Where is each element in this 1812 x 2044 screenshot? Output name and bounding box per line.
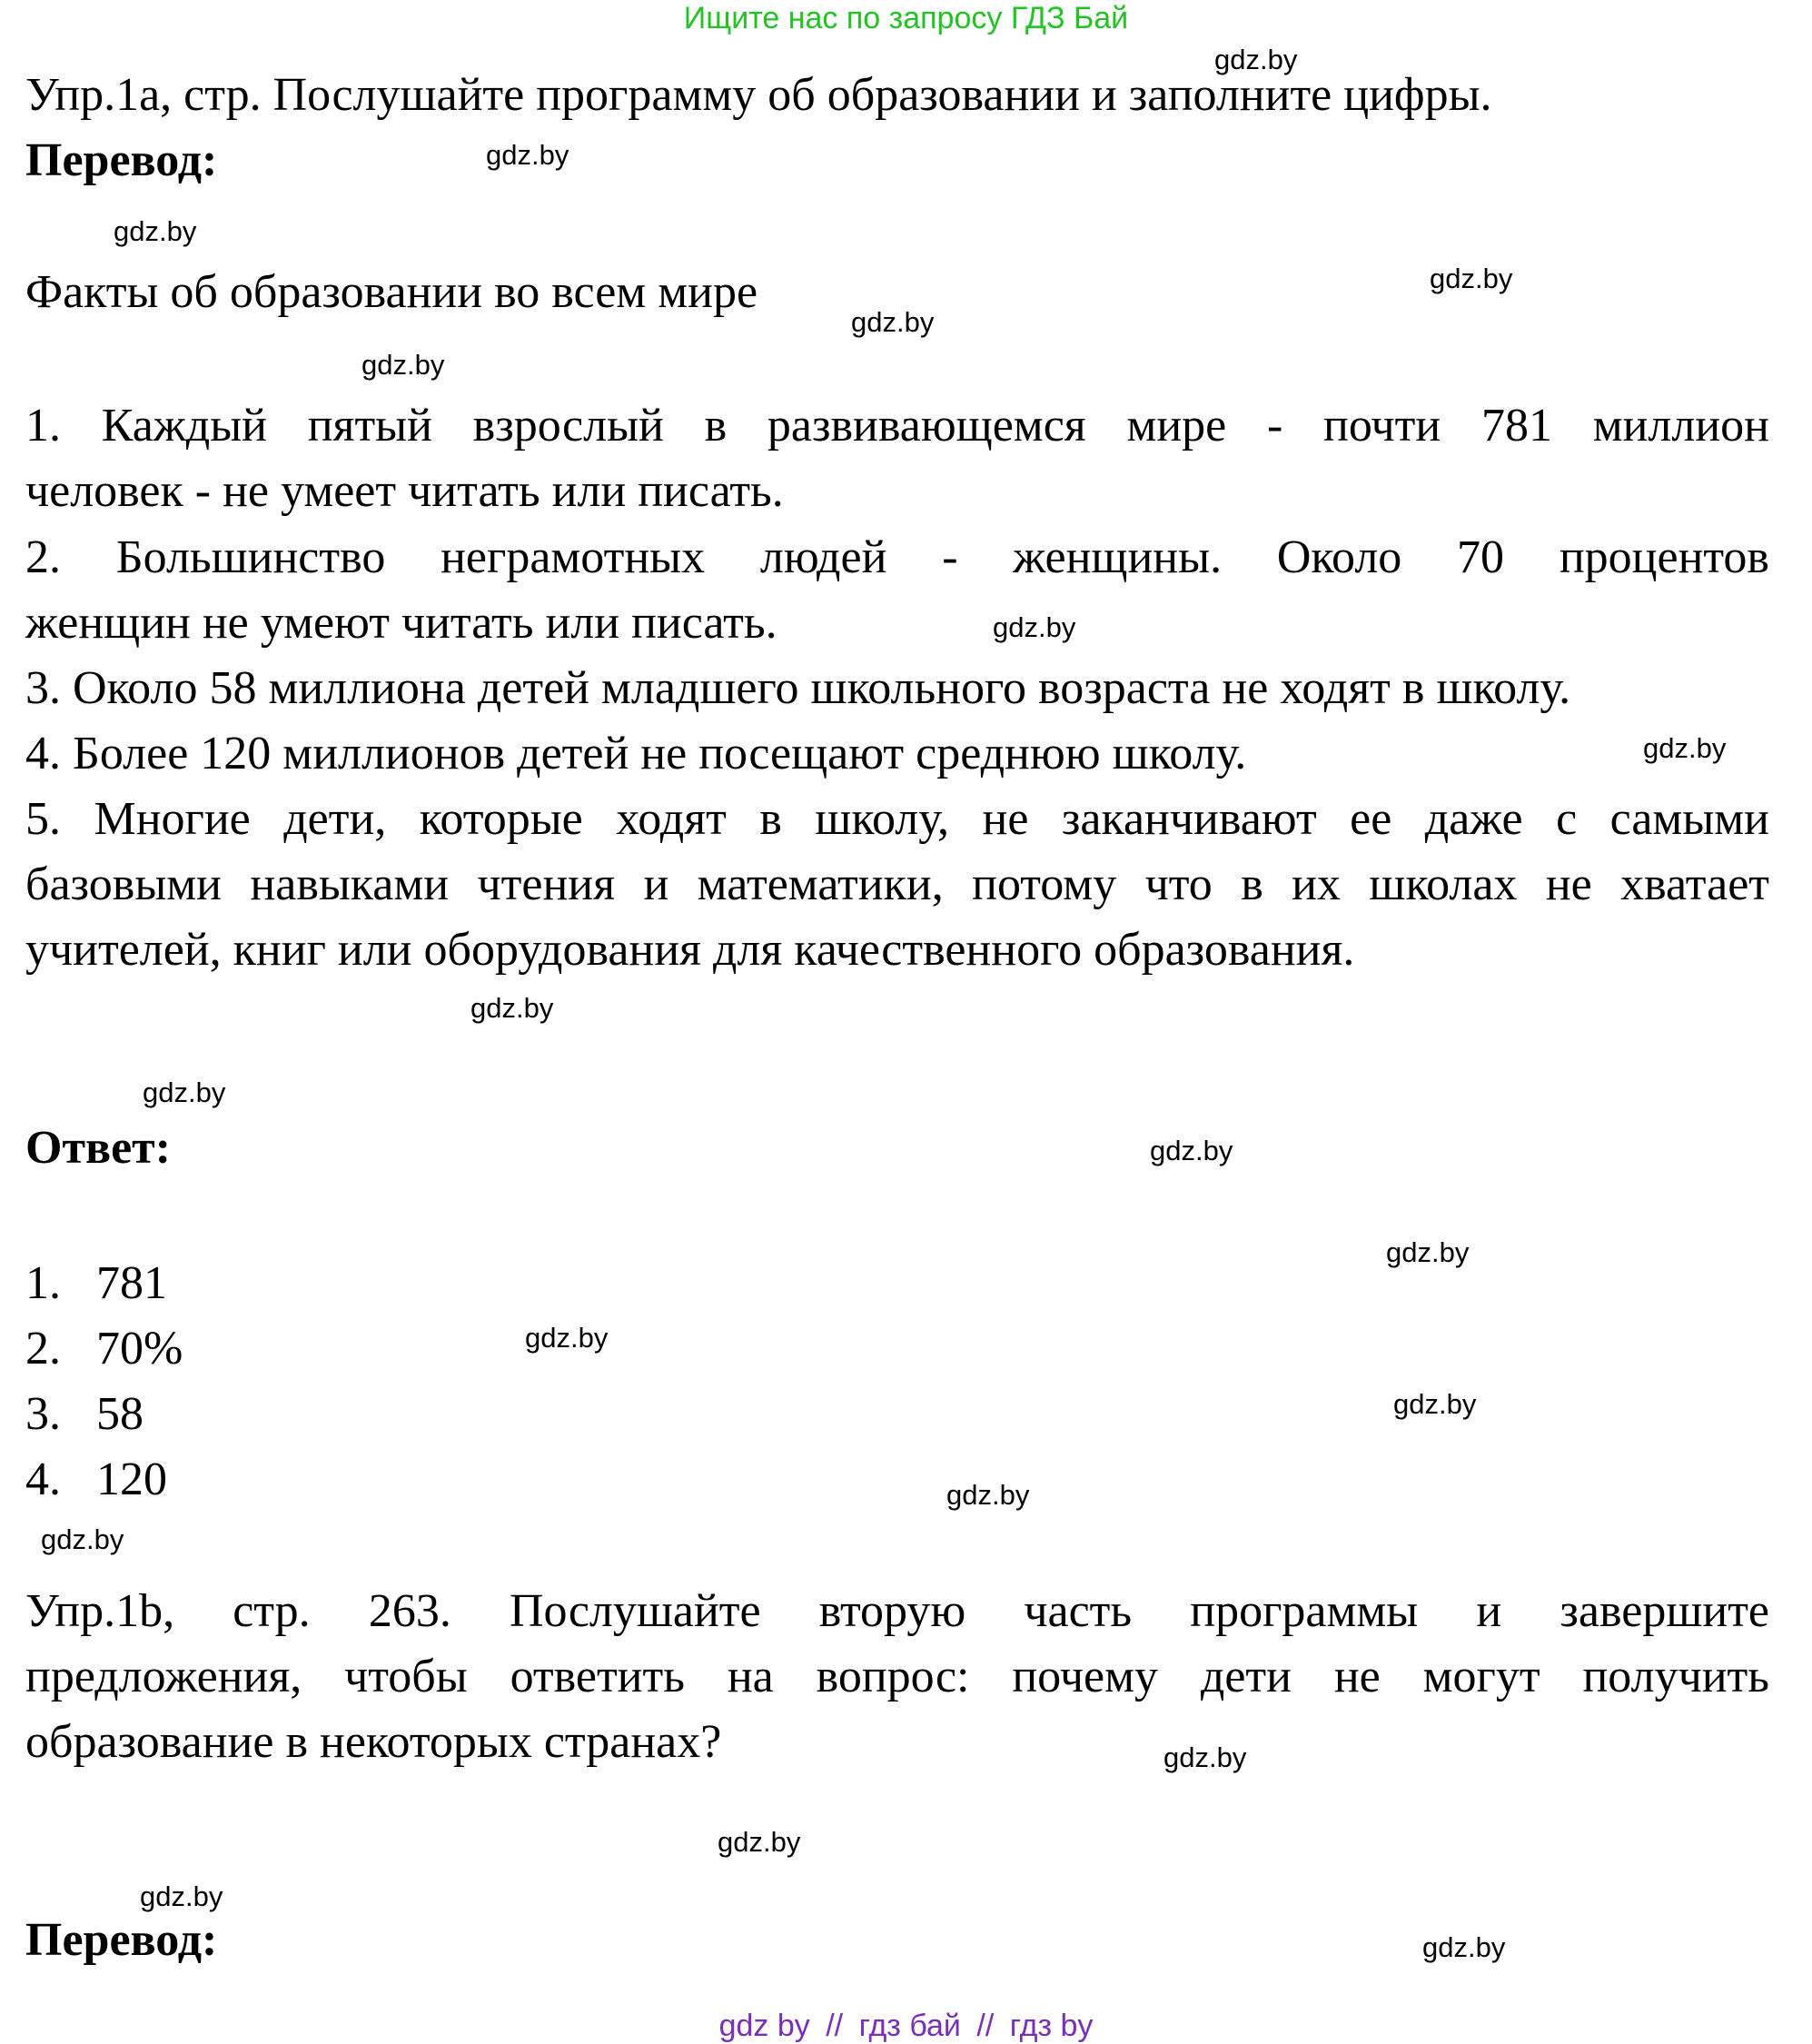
answer-number: 2. <box>25 1323 61 1374</box>
answer-item-1 <box>25 1251 167 1316</box>
watermark: gdz.by <box>140 1880 223 1912</box>
watermark: gdz.by <box>525 1322 609 1354</box>
fact-item-1-line1: 1. Каждый пятый взрослый в развивающемся мире - почти 781 миллион <box>25 400 1769 451</box>
watermark: gdz.by <box>1150 1135 1233 1166</box>
top-banner: Ищите нас по запросу ГДЗ Бай <box>683 1 1129 35</box>
footer-link-gdz-by[interactable]: gdz by <box>718 2009 810 2043</box>
fact-item-5-line1: 5. Многие дети, которые ходят в школу, не заканчивают ее даже с самыми <box>25 793 1769 845</box>
translation-label-2: Перевод: <box>25 1914 218 1966</box>
fact-item-5-line2: базовыми навыками чтения и математики, потому что в их школах не хватает <box>25 858 1769 910</box>
exercise-1b-line2: предложения, чтобы ответить на вопрос: почему дети не могут получить <box>25 1651 1769 1702</box>
fact-item-2-line2: женщин не умеют читать или писать. <box>25 597 777 649</box>
exercise-1b-line1: Упр.1b, стр. 263. Послушайте вторую часть программы и завершите <box>25 1585 1769 1637</box>
exercise-1a-title: Упр.1а, стр. Послушайте программу об образовании и заполните цифры. <box>25 69 1492 121</box>
watermark: gdz.by <box>1422 1931 1506 1963</box>
answer-item-3 <box>25 1382 144 1447</box>
watermark: gdz.by <box>143 1077 226 1108</box>
fact-item-3: 3. Около 58 миллиона детей младшего школьного возраста не ходят в школу. <box>25 662 1571 714</box>
answer-number: 1. <box>25 1257 61 1309</box>
watermark: gdz.by <box>1386 1236 1470 1268</box>
translation-label: Перевод: <box>25 134 218 186</box>
footer-links <box>0 2008 1812 2044</box>
answer-value: 58 <box>96 1388 144 1440</box>
watermark: gdz.by <box>851 306 935 338</box>
answer-number: 4. <box>25 1454 61 1505</box>
fact-item-4: 4. Более 120 миллионов детей не посещают среднюю школу. <box>25 728 1247 779</box>
footer-separator: // <box>826 2009 844 2043</box>
fact-item-5-line3: учителей, книг или оборудования для качественного образования. <box>25 924 1355 976</box>
watermark: gdz.by <box>114 215 197 247</box>
watermark: gdz.by <box>1163 1741 1247 1773</box>
answer-value: 120 <box>96 1454 167 1505</box>
watermark: gdz.by <box>1643 732 1727 764</box>
watermark: gdz.by <box>1393 1388 1477 1420</box>
watermark: gdz.by <box>993 611 1076 643</box>
watermark: gdz.by <box>470 992 554 1024</box>
fact-item-2-line1: 2. Большинство неграмотных людей - женщины. Около 70 процентов <box>25 531 1769 583</box>
watermark: gdz.by <box>946 1479 1030 1511</box>
watermark: gdz.by <box>718 1826 801 1858</box>
answer-item-4 <box>25 1447 167 1513</box>
answer-value: 70% <box>96 1323 183 1374</box>
watermark: gdz.by <box>1430 263 1513 294</box>
watermark: gdz.by <box>41 1523 124 1555</box>
facts-subtitle: Факты об образовании во всем мире <box>25 266 758 318</box>
watermark: gdz.by <box>486 139 569 171</box>
watermark: gdz.by <box>361 349 445 381</box>
footer-link-gdz-by-2[interactable]: гдз by <box>1009 2009 1094 2043</box>
answer-label: Ответ: <box>25 1122 172 1174</box>
fact-item-1-line2: человек - не умеет читать или писать. <box>25 465 784 517</box>
answer-number: 3. <box>25 1388 61 1440</box>
answer-item-2 <box>25 1316 183 1382</box>
footer-separator: // <box>976 2009 995 2043</box>
answer-value: 781 <box>96 1257 167 1309</box>
footer-link-gdz-bai[interactable]: гдз бай <box>858 2009 961 2043</box>
exercise-1b-line3: образование в некоторых странах? <box>25 1716 722 1768</box>
watermark: gdz.by <box>1214 44 1298 75</box>
